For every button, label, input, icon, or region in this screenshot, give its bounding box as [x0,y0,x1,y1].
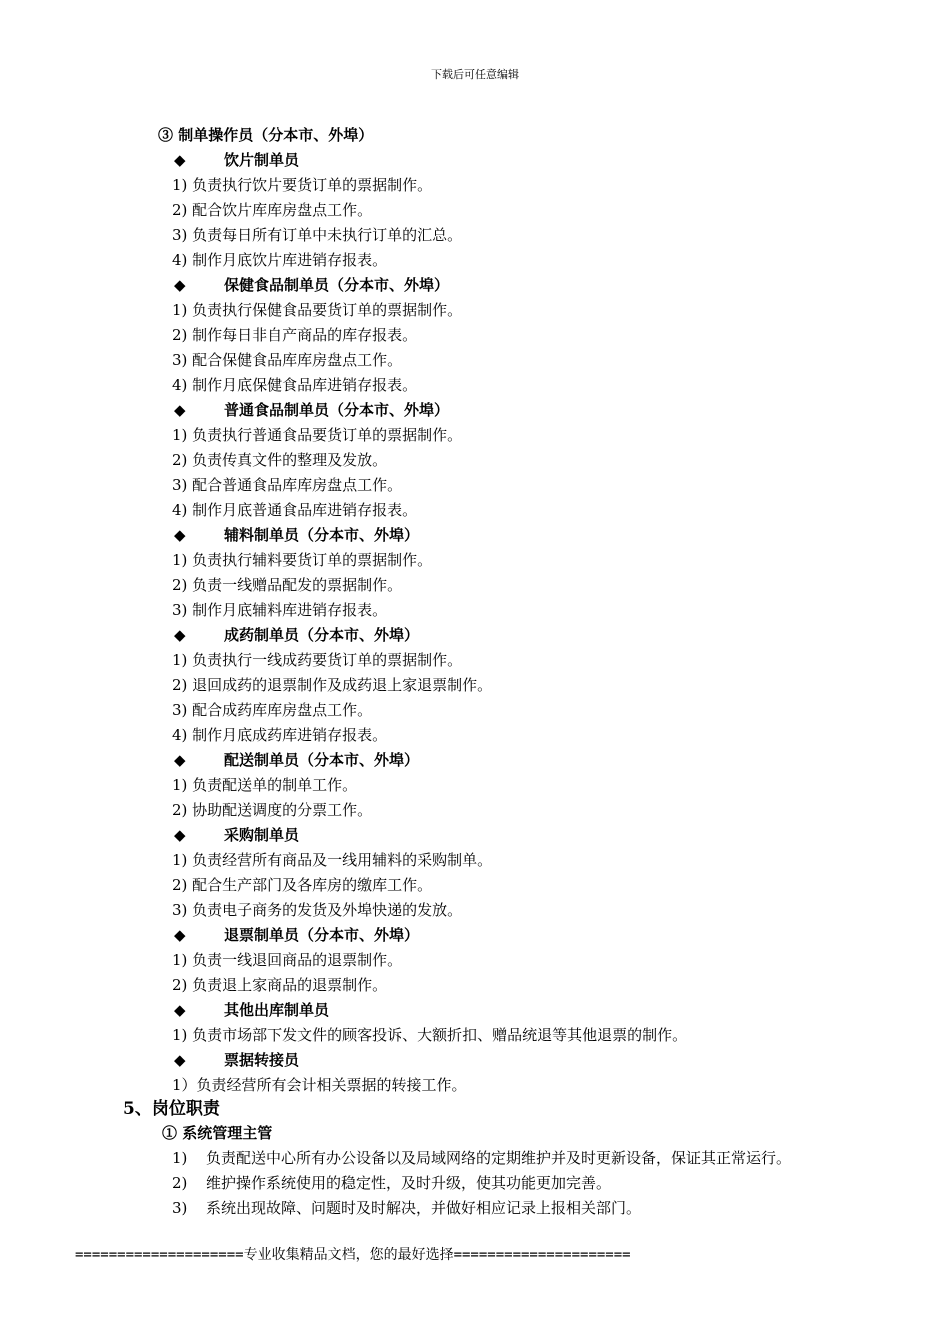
role-heading [174,748,419,773]
role-name: 退票制单员（分本市、外埠） [224,926,420,944]
diamond-bullet-icon: ◆ [174,401,186,419]
list-item: 1) 负责市场部下发文件的顾客投诉、大额折扣、赠品统退等其他退票的制作。 [172,1026,688,1044]
list-item: 4) 制作月底保健食品库进销存报表。 [172,376,418,394]
role-name: 饮片制单员 [224,151,300,169]
list-item: 2) 退回成药的退票制作及成药退上家退票制作。 [172,676,493,694]
list-item: 1) 负责执行一线成药要货订单的票据制作。 [172,651,463,669]
duty-number: 3) [172,1199,188,1217]
diamond-bullet-icon: ◆ [174,751,186,769]
list-item: 2) 制作每日非自产商品的库存报表。 [172,326,418,344]
role-name: 普通食品制单员（分本市、外埠） [224,401,450,419]
list-item: 3) 制作月底辅料库进销存报表。 [172,601,388,619]
duty-number: 1) [172,1149,188,1167]
duty-item [172,1196,641,1221]
duty-item [172,1146,791,1171]
list-item: 4) 制作月底成药库进销存报表。 [172,726,388,744]
role-heading [174,1048,299,1073]
list-item: 1) 负责执行辅料要货订单的票据制作。 [172,551,433,569]
diamond-bullet-icon: ◆ [174,526,186,544]
footer-text: 专业收集精品文档，您的最好选择 [243,1247,454,1263]
list-item: 1) 负责经营所有商品及一线用辅料的采购制单。 [172,851,493,869]
list-item: 1) 负责执行普通食品要货订单的票据制作。 [172,426,463,444]
list-item: 3) 配合保健食品库库房盘点工作。 [172,351,403,369]
duty-text: 负责配送中心所有办公设备以及局域网络的定期维护并及时更新设备，保证其正常运行。 [206,1149,792,1167]
list-item: 3) 配合成药库库房盘点工作。 [172,701,373,719]
page-footer [75,1244,631,1264]
list-item: 1) 负责执行饮片要货订单的票据制作。 [172,176,433,194]
diamond-bullet-icon: ◆ [174,926,186,944]
role-heading [174,398,449,423]
section-title: ③ 制单操作员（分本市、外埠） [158,126,374,144]
role-name: 辅料制单员（分本市、外埠） [224,526,420,544]
list-item: 1) 负责执行保健食品要货订单的票据制作。 [172,301,463,319]
role-heading [174,523,419,548]
footer-rule-right: ===================== [453,1247,631,1263]
role-name: 成药制单员（分本市、外埠） [224,626,420,644]
list-item: 2) 负责一线赠品配发的票据制作。 [172,576,403,594]
role-heading [174,998,329,1023]
list-item: 3) 负责每日所有订单中未执行订单的汇总。 [172,226,463,244]
diamond-bullet-icon: ◆ [174,826,186,844]
role-heading [174,823,299,848]
diamond-bullet-icon: ◆ [174,151,186,169]
role-heading [174,273,449,298]
list-item: 1) 负责配送单的制单工作。 [172,776,358,794]
diamond-bullet-icon: ◆ [174,1001,186,1019]
list-item: 3) 负责电子商务的发货及外埠快递的发放。 [172,901,463,919]
footer-rule-left: ==================== [75,1247,244,1263]
page-header: 下载后可任意编辑 [431,68,519,81]
subsection-heading: ① 系统管理主管 [162,1124,273,1142]
diamond-bullet-icon: ◆ [174,276,186,294]
duty-text: 系统出现故障、问题时及时解决，并做好相应记录上报相关部门。 [206,1199,642,1217]
list-item: 3) 配合普通食品库库房盘点工作。 [172,476,403,494]
list-item: 4) 制作月底饮片库进销存报表。 [172,251,388,269]
list-item: 1）负责经营所有会计相关票据的转接工作。 [172,1076,467,1094]
diamond-bullet-icon: ◆ [174,1051,186,1069]
list-item: 2) 协助配送调度的分票工作。 [172,801,373,819]
role-heading [174,148,299,173]
list-item: 2) 负责退上家商品的退票制作。 [172,976,388,994]
section-heading: 5、岗位职责 [123,1099,220,1119]
diamond-bullet-icon: ◆ [174,626,186,644]
duty-number: 2) [172,1174,188,1192]
role-name: 其他出库制单员 [224,1001,330,1019]
role-name: 票据转接员 [224,1051,300,1069]
list-item: 2) 负责传真文件的整理及发放。 [172,451,388,469]
list-item: 4) 制作月底普通食品库进销存报表。 [172,501,418,519]
duty-text: 维护操作系统使用的稳定性，及时升级，使其功能更加完善。 [206,1174,612,1192]
role-heading [174,923,419,948]
role-name: 配送制单员（分本市、外埠） [224,751,420,769]
list-item: 2) 配合饮片库库房盘点工作。 [172,201,373,219]
role-name: 保健食品制单员（分本市、外埠） [224,276,450,294]
role-name: 采购制单员 [224,826,300,844]
list-item: 1) 负责一线退回商品的退票制作。 [172,951,403,969]
duty-item [172,1171,611,1196]
role-heading [174,623,419,648]
list-item: 2) 配合生产部门及各库房的缴库工作。 [172,876,433,894]
